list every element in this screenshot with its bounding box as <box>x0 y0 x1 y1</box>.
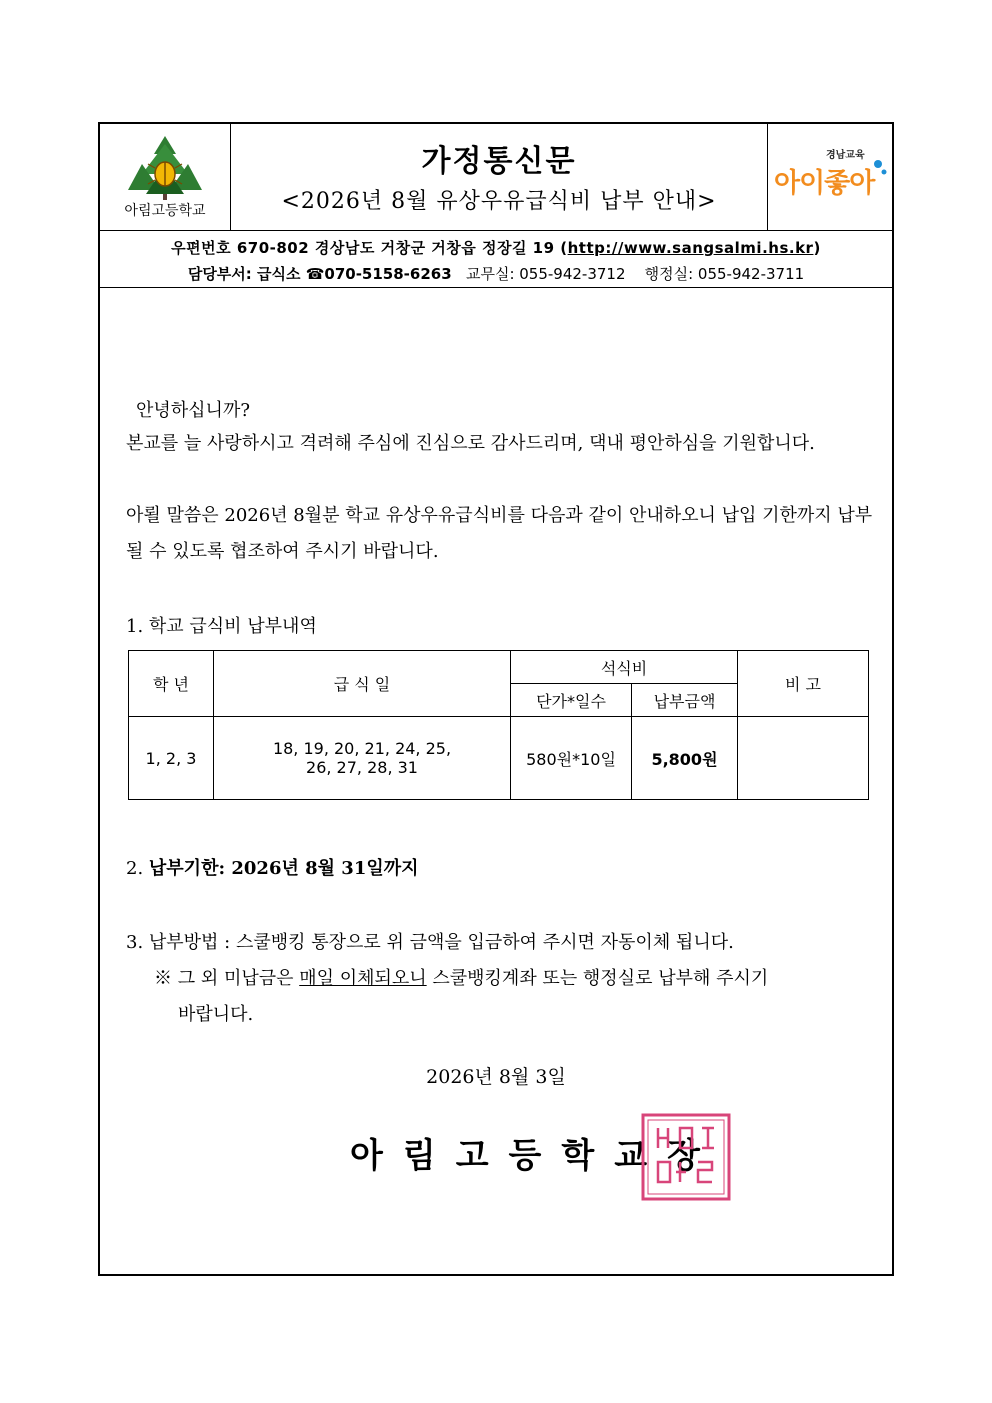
section-2 <box>126 854 419 880</box>
cell-unit-days: 580원*10일 <box>511 717 632 800</box>
address-text: 우편번호 670-802 경상남도 거창군 거창읍 정장길 19 ( <box>171 239 568 257</box>
address-close: ) <box>813 239 821 257</box>
section-3-note <box>154 964 768 990</box>
cell-amount: 5,800원 <box>632 717 738 800</box>
section-1-heading: 1. 학교 급식비 납부내역 <box>126 616 317 637</box>
office-phone: 교무실: 055-942-3712 <box>465 265 626 283</box>
school-name: 아림고등학교 <box>124 203 206 219</box>
header-unit-days: 단가*일수 <box>511 684 632 717</box>
department-contact: 담당부서: 급식소 ☎070-5158-6263 <box>187 265 452 283</box>
section-3-note-line-2: 바랍니다. <box>178 1004 254 1025</box>
table-row <box>129 717 869 800</box>
greeting: 안녕하십니까? <box>136 400 250 421</box>
official-seal-icon <box>640 1112 732 1202</box>
header-grade: 학 년 <box>129 651 214 717</box>
brand-logo-icon <box>772 154 890 204</box>
department-line <box>100 263 892 284</box>
section-2-deadline: 납부기한: 2026년 8월 31일까지 <box>148 858 419 879</box>
school-logo-cell <box>100 124 231 230</box>
section-2-number: 2. <box>126 858 149 879</box>
cell-meal-days <box>214 717 511 800</box>
notice-frame <box>98 122 894 1276</box>
document-title: 가정통신문 <box>421 144 577 179</box>
header-remarks: 비 고 <box>738 651 869 717</box>
notice-header <box>100 124 892 231</box>
address-line <box>100 237 892 258</box>
table-header-row <box>129 651 869 684</box>
principal-signature: 아림고등학교장 <box>350 1136 720 1176</box>
header-dinner-fee: 석식비 <box>511 651 738 684</box>
brand-logo-text: 아이좋아 <box>774 168 875 199</box>
cell-remarks <box>738 717 869 800</box>
header-amount: 납부금액 <box>632 684 738 717</box>
note-underlined: 매일 이체되오니 <box>299 968 427 989</box>
fee-table <box>128 650 869 800</box>
brand-small-label: 경남교육 <box>826 150 865 161</box>
contact-info <box>100 231 892 288</box>
note-prefix: ※ 그 외 미납금은 <box>154 968 300 989</box>
cell-grade: 1, 2, 3 <box>129 717 214 800</box>
issue-date: 2026년 8월 3일 <box>426 1066 566 1088</box>
section-3: 3. 납부방법 : 스쿨뱅킹 통장으로 위 금액을 입금하여 주시면 자동이체 됩니다. <box>126 932 734 953</box>
title-cell <box>231 124 767 230</box>
meal-days-line-2: 26, 27, 28, 31 <box>306 758 418 777</box>
brand-cell <box>767 124 893 230</box>
paragraph-request: 아뢸 말씀은 2026년 8월분 학교 유상우유급식비를 다음과 같이 안내하오니 납입 기한까지 납부될 수 있도록 협조하여 주시기 바랍니다. <box>126 505 873 562</box>
admin-phone: 행정실: 055-942-3711 <box>644 265 805 283</box>
document-subtitle: <2026년 8월 유상우유급식비 납부 안내> <box>281 189 717 214</box>
school-emblem-icon <box>128 134 202 200</box>
note-suffix: 스쿨뱅킹계좌 또는 행정실로 납부해 주시기 <box>426 968 769 989</box>
school-website-link[interactable]: http://www.sangsalmi.hs.kr <box>567 239 814 257</box>
paragraph-thanks: 본교를 늘 사랑하시고 격려해 주심에 진심으로 감사드리며, 댁내 평안하심을 기원합니다. <box>126 433 815 454</box>
meal-days-line-1: 18, 19, 20, 21, 24, 25, <box>272 739 452 758</box>
header-meal-days: 급 식 일 <box>214 651 511 717</box>
